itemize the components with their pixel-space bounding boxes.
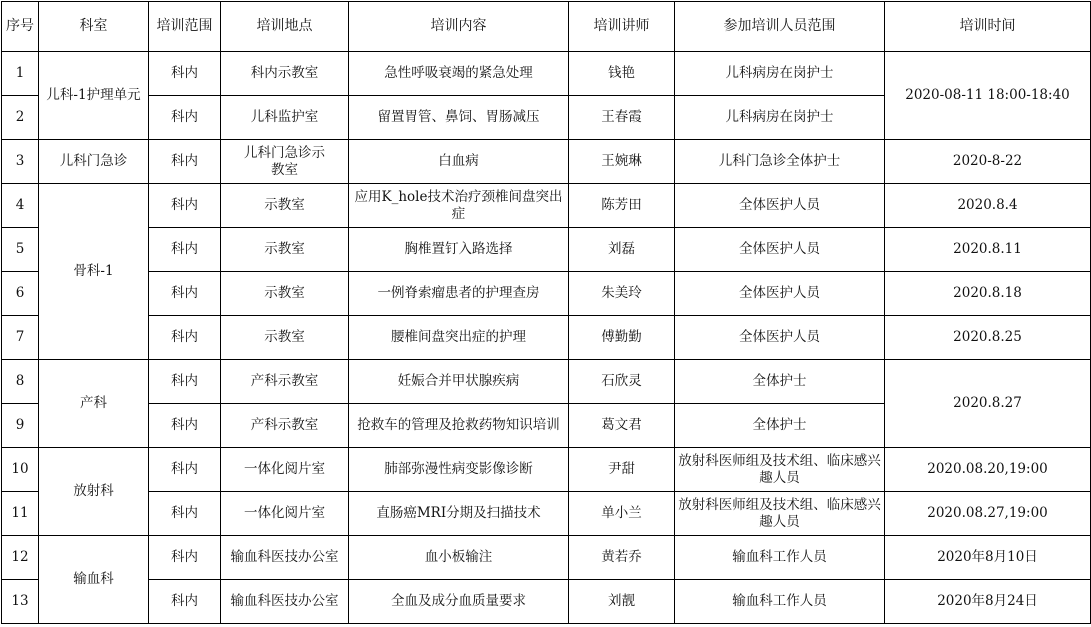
- cell-no: 11: [2, 492, 39, 536]
- cell-time: 2020年8月10日: [885, 536, 1091, 580]
- table-row: [2, 448, 1091, 492]
- cell-place: 输血科医技办公室: [221, 536, 349, 580]
- cell-attendees: 全体医护人员: [675, 316, 885, 360]
- cell-lecturer: 朱美玲: [569, 272, 675, 316]
- cell-place: 儿科监护室: [221, 96, 349, 140]
- cell-content: 腰椎间盘突出症的护理: [349, 316, 569, 360]
- cell-content: 抢救车的管理及抢救药物知识培训: [349, 404, 569, 448]
- cell-place: 示教室: [221, 228, 349, 272]
- cell-lecturer: 刘磊: [569, 228, 675, 272]
- cell-attendees: 全体护士: [675, 404, 885, 448]
- cell-scope: 科内: [149, 536, 221, 580]
- cell-scope: 科内: [149, 140, 221, 184]
- cell-no: 5: [2, 228, 39, 272]
- cell-scope: 科内: [149, 52, 221, 96]
- cell-attendees: 输血科工作人员: [675, 536, 885, 580]
- cell-attendees: 全体医护人员: [675, 228, 885, 272]
- cell-place: 儿科门急诊示教室: [221, 140, 349, 184]
- cell-place: 一体化阅片室: [221, 448, 349, 492]
- cell-lecturer: 陈芳田: [569, 184, 675, 228]
- cell-place: 科内示教室: [221, 52, 349, 96]
- table-row: [2, 228, 1091, 272]
- cell-attendees: 放射科医师组及技术组、临床感兴趣人员: [675, 492, 885, 536]
- cell-scope: 科内: [149, 404, 221, 448]
- cell-no: 2: [2, 96, 39, 140]
- cell-place: 一体化阅片室: [221, 492, 349, 536]
- cell-time: 2020年8月24日: [885, 580, 1091, 624]
- cell-no: 9: [2, 404, 39, 448]
- cell-content: 血小板输注: [349, 536, 569, 580]
- cell-dept: 输血科: [39, 536, 149, 624]
- cell-lecturer: 葛文君: [569, 404, 675, 448]
- cell-place: 产科示教室: [221, 360, 349, 404]
- header-cell-place: 培训地点: [221, 2, 349, 52]
- header-cell-dept: 科室: [39, 2, 149, 52]
- cell-lecturer: 尹甜: [569, 448, 675, 492]
- header-cell-attendees: 参加培训人员范围: [675, 2, 885, 52]
- cell-dept: 放射科: [39, 448, 149, 536]
- cell-attendees: 全体护士: [675, 360, 885, 404]
- cell-dept: 产科: [39, 360, 149, 448]
- header-cell-content: 培训内容: [349, 2, 569, 52]
- cell-place: 示教室: [221, 272, 349, 316]
- cell-scope: 科内: [149, 492, 221, 536]
- cell-no: 8: [2, 360, 39, 404]
- cell-lecturer: 王春霞: [569, 96, 675, 140]
- header-cell-time: 培训时间: [885, 2, 1091, 52]
- header-row: [2, 2, 1091, 52]
- cell-time: 2020.8.25: [885, 316, 1091, 360]
- cell-content: 应用K_hole技术治疗颈椎间盘突出症: [349, 184, 569, 228]
- table-row: [2, 316, 1091, 360]
- table-row: [2, 360, 1091, 404]
- header-cell-lecturer: 培训讲师: [569, 2, 675, 52]
- cell-content: 胸椎置钉入路选择: [349, 228, 569, 272]
- cell-no: 4: [2, 184, 39, 228]
- cell-no: 7: [2, 316, 39, 360]
- cell-content: 全血及成分血质量要求: [349, 580, 569, 624]
- cell-place: 输血科医技办公室: [221, 580, 349, 624]
- cell-dept: 儿科-1护理单元: [39, 52, 149, 140]
- table-row: [2, 536, 1091, 580]
- table-row: [2, 580, 1091, 624]
- cell-time: 2020.08.27,19:00: [885, 492, 1091, 536]
- cell-place: 示教室: [221, 184, 349, 228]
- cell-lecturer: 傅勤勤: [569, 316, 675, 360]
- cell-lecturer: 钱艳: [569, 52, 675, 96]
- cell-content: 肺部弥漫性病变影像诊断: [349, 448, 569, 492]
- cell-dept: 骨科-1: [39, 184, 149, 360]
- header-cell-scope: 培训范围: [149, 2, 221, 52]
- cell-attendees: 全体医护人员: [675, 272, 885, 316]
- cell-place: 产科示教室: [221, 404, 349, 448]
- cell-lecturer: 单小兰: [569, 492, 675, 536]
- cell-scope: 科内: [149, 448, 221, 492]
- cell-content: 妊娠合并甲状腺疾病: [349, 360, 569, 404]
- table-row: [2, 140, 1091, 184]
- cell-scope: 科内: [149, 184, 221, 228]
- table-row: [2, 52, 1091, 96]
- cell-no: 10: [2, 448, 39, 492]
- cell-attendees: 输血科工作人员: [675, 580, 885, 624]
- cell-content: 急性呼吸衰竭的紧急处理: [349, 52, 569, 96]
- cell-time: 2020.8.11: [885, 228, 1091, 272]
- cell-time: 2020.08.20,19:00: [885, 448, 1091, 492]
- training-schedule-table: [1, 1, 1091, 624]
- header-cell-no: 序号: [2, 2, 39, 52]
- cell-attendees: 放射科医师组及技术组、临床感兴趣人员: [675, 448, 885, 492]
- cell-attendees: 全体医护人员: [675, 184, 885, 228]
- cell-no: 3: [2, 140, 39, 184]
- cell-content: 白血病: [349, 140, 569, 184]
- cell-place: 示教室: [221, 316, 349, 360]
- cell-lecturer: 王婉琳: [569, 140, 675, 184]
- cell-scope: 科内: [149, 316, 221, 360]
- cell-attendees: 儿科病房在岗护士: [675, 52, 885, 96]
- cell-lecturer: 石欣灵: [569, 360, 675, 404]
- cell-time: 2020.8.18: [885, 272, 1091, 316]
- cell-scope: 科内: [149, 96, 221, 140]
- cell-lecturer: 黄若乔: [569, 536, 675, 580]
- cell-scope: 科内: [149, 228, 221, 272]
- cell-time: 2020-8-22: [885, 140, 1091, 184]
- cell-no: 6: [2, 272, 39, 316]
- cell-dept: 儿科门急诊: [39, 140, 149, 184]
- cell-content: 留置胃管、鼻饲、胃肠减压: [349, 96, 569, 140]
- cell-attendees: 儿科病房在岗护士: [675, 96, 885, 140]
- cell-time: 2020-08-11 18:00-18:40: [885, 52, 1091, 140]
- cell-no: 12: [2, 536, 39, 580]
- cell-no: 13: [2, 580, 39, 624]
- cell-attendees: 儿科门急诊全体护士: [675, 140, 885, 184]
- table-row: [2, 492, 1091, 536]
- cell-content: 直肠癌MRI分期及扫描技术: [349, 492, 569, 536]
- cell-lecturer: 刘靓: [569, 580, 675, 624]
- cell-scope: 科内: [149, 272, 221, 316]
- cell-no: 1: [2, 52, 39, 96]
- cell-time: 2020.8.4: [885, 184, 1091, 228]
- cell-scope: 科内: [149, 580, 221, 624]
- cell-content: 一例脊索瘤患者的护理查房: [349, 272, 569, 316]
- cell-time: 2020.8.27: [885, 360, 1091, 448]
- table-row: [2, 184, 1091, 228]
- cell-scope: 科内: [149, 360, 221, 404]
- table-row: [2, 272, 1091, 316]
